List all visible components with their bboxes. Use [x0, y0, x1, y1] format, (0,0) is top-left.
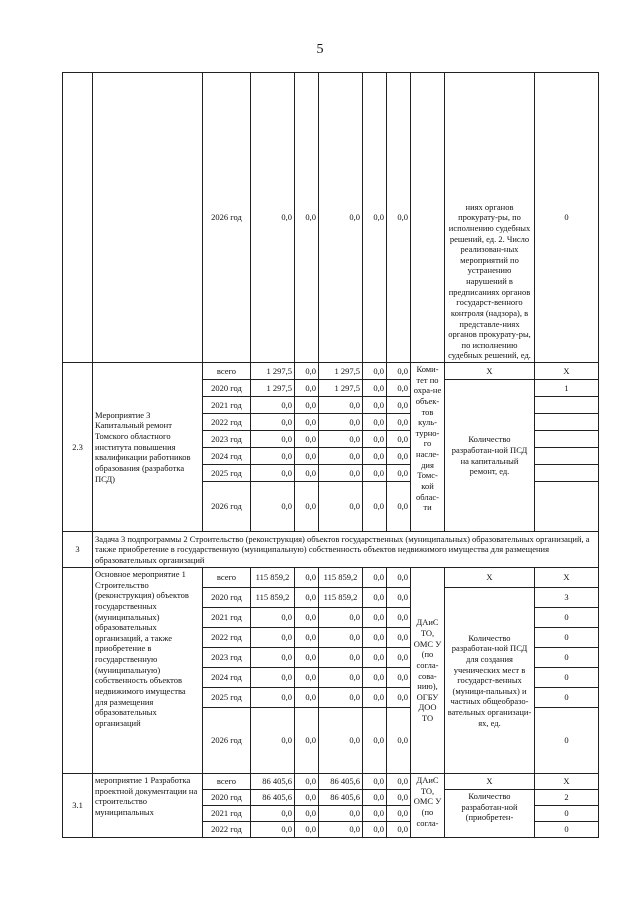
value-cell: 0,0 — [251, 73, 295, 363]
vb-cell: 0,0 — [387, 822, 411, 838]
plan-value: 0 — [535, 708, 599, 774]
year-cell: 2023 год — [203, 431, 251, 448]
vb-cell: 0,0 — [387, 363, 411, 380]
executor-cell: ДАиС ТО, ОМС У (по согла- — [411, 774, 445, 838]
row-number: 2.3 — [63, 363, 93, 532]
year-cell: 2020 год — [203, 380, 251, 397]
ob-cell: 0,0 — [319, 668, 363, 688]
table-row — [63, 73, 599, 363]
vb-cell: 0,0 — [387, 431, 411, 448]
fb-cell: 0,0 — [295, 380, 319, 397]
value-cell: 0,0 — [387, 73, 411, 363]
ob-cell: 0,0 — [319, 708, 363, 774]
year-cell: 2022 год — [203, 414, 251, 431]
ob-cell: 0,0 — [319, 628, 363, 648]
plan-value: X — [535, 568, 599, 588]
vb-cell: 0,0 — [387, 568, 411, 588]
value-cell: 0,0 — [295, 73, 319, 363]
vb-cell: 0,0 — [387, 668, 411, 688]
year-cell: 2022 год — [203, 628, 251, 648]
total-cell: 86 405,6 — [251, 790, 295, 806]
year-cell: 2021 год — [203, 608, 251, 628]
ob-cell: 1 297,5 — [319, 380, 363, 397]
year-cell: 2026 год — [203, 73, 251, 363]
executor-cell: Коми-тет по охра-не объек-тов куль-турно-го насле-дия Томс-кой облас-ти — [411, 363, 445, 532]
plan-value — [535, 414, 599, 431]
indicator-text: Количество разработан-ной ПСД на капитальный ремонт, ед. — [445, 380, 535, 532]
year-cell: 2025 год — [203, 465, 251, 482]
total-cell: 0,0 — [251, 482, 295, 532]
vb-cell: 0,0 — [387, 648, 411, 668]
fb-cell: 0,0 — [295, 482, 319, 532]
plan-value — [535, 482, 599, 532]
indicator-text: Количество разработан-ной ПСД для создания ученических мест в государст-венных (муници-пальных) и частных общеобразо-вательных организаци-ях, ед. — [445, 588, 535, 774]
plan-value: X — [535, 774, 599, 790]
indicator-x: X — [445, 363, 535, 380]
fb-cell: 0,0 — [295, 774, 319, 790]
plan-value: 0 — [535, 608, 599, 628]
mb-cell: 0,0 — [363, 448, 387, 465]
mb-cell: 0,0 — [363, 688, 387, 708]
mb-cell: 0,0 — [363, 822, 387, 838]
vb-cell: 0,0 — [387, 708, 411, 774]
ob-cell: 0,0 — [319, 688, 363, 708]
vb-cell: 0,0 — [387, 448, 411, 465]
plan-value — [535, 448, 599, 465]
plan-value — [535, 397, 599, 414]
ob-cell: 0,0 — [319, 397, 363, 414]
total-cell: 0,0 — [251, 397, 295, 414]
page-number: 5 — [316, 42, 324, 57]
fb-cell: 0,0 — [295, 628, 319, 648]
plan-value: 3 — [535, 588, 599, 608]
ob-cell: 0,0 — [319, 465, 363, 482]
vb-cell: 0,0 — [387, 482, 411, 532]
mb-cell: 0,0 — [363, 397, 387, 414]
plan-value: 0 — [535, 628, 599, 648]
mb-cell: 0,0 — [363, 668, 387, 688]
measure-name: Основное мероприятие 1 Строительство (реконструкция) объектов государственных (муниципальных) образовательных организаций, а также приобретение в государственную (муниципальную) собственность объектов недвижимого имущества для размещения образовательных организаций — [93, 568, 203, 774]
fb-cell: 0,0 — [295, 363, 319, 380]
year-cell: 2021 год — [203, 397, 251, 414]
fb-cell: 0,0 — [295, 708, 319, 774]
fb-cell: 0,0 — [295, 790, 319, 806]
ob-cell: 0,0 — [319, 648, 363, 668]
vb-cell: 0,0 — [387, 806, 411, 822]
mb-cell: 0,0 — [363, 790, 387, 806]
value-cell: 0,0 — [319, 73, 363, 363]
year-cell: 2020 год — [203, 790, 251, 806]
task-number: 3 — [63, 532, 93, 568]
year-cell: 2026 год — [203, 708, 251, 774]
total-cell: 0,0 — [251, 608, 295, 628]
total-cell: 0,0 — [251, 822, 295, 838]
plan-value: 1 — [535, 380, 599, 397]
ob-cell: 0,0 — [319, 431, 363, 448]
fb-cell: 0,0 — [295, 668, 319, 688]
total-cell: 115 859,2 — [251, 588, 295, 608]
vb-cell: 0,0 — [387, 465, 411, 482]
total-cell: 0,0 — [251, 448, 295, 465]
fb-cell: 0,0 — [295, 448, 319, 465]
year-cell: 2025 год — [203, 688, 251, 708]
mb-cell: 0,0 — [363, 431, 387, 448]
mb-cell: 0,0 — [363, 608, 387, 628]
ob-cell: 0,0 — [319, 448, 363, 465]
ob-cell: 115 859,2 — [319, 588, 363, 608]
table-row — [63, 363, 599, 380]
row-number: 3.1 — [63, 774, 93, 838]
total-cell: 115 859,2 — [251, 568, 295, 588]
plan-value — [535, 431, 599, 448]
vb-cell: 0,0 — [387, 397, 411, 414]
year-cell: 2021 год — [203, 806, 251, 822]
fb-cell: 0,0 — [295, 822, 319, 838]
plan-value: 0 — [535, 822, 599, 838]
table-row — [63, 568, 599, 588]
vb-cell: 0,0 — [387, 774, 411, 790]
indicator-text: ниях органов прокурату-ры, по исполнению судебных решений, ед. 2. Число реализован-ных мероприятий по устранению нарушений в предписаниях органов государст-венного контроля (надзора), в представле-ниях органов прокурату-ры, по исполнению судебных решений, ед. — [445, 73, 535, 363]
total-cell: 0,0 — [251, 688, 295, 708]
program-table — [62, 72, 599, 838]
mb-cell: 0,0 — [363, 806, 387, 822]
year-cell: всего — [203, 363, 251, 380]
fb-cell: 0,0 — [295, 465, 319, 482]
total-cell: 0,0 — [251, 465, 295, 482]
year-cell: 2023 год — [203, 648, 251, 668]
fb-cell: 0,0 — [295, 588, 319, 608]
plan-value: 0 — [535, 668, 599, 688]
total-cell: 0,0 — [251, 708, 295, 774]
vb-cell: 0,0 — [387, 608, 411, 628]
ob-cell: 1 297,5 — [319, 363, 363, 380]
indicator-text: Количество разработан-ной (приобретен- — [445, 790, 535, 838]
total-cell: 0,0 — [251, 806, 295, 822]
total-cell: 1 297,5 — [251, 380, 295, 397]
measure-name: мероприятие 1 Разработка проектной документации на строительство муниципальных — [93, 774, 203, 838]
vb-cell: 0,0 — [387, 588, 411, 608]
ob-cell: 0,0 — [319, 414, 363, 431]
total-cell: 0,0 — [251, 414, 295, 431]
total-cell: 0,0 — [251, 668, 295, 688]
plan-value: 0 — [535, 806, 599, 822]
mb-cell: 0,0 — [363, 414, 387, 431]
ob-cell: 0,0 — [319, 482, 363, 532]
indicator-x: X — [445, 774, 535, 790]
vb-cell: 0,0 — [387, 414, 411, 431]
ob-cell: 0,0 — [319, 822, 363, 838]
ob-cell: 86 405,6 — [319, 774, 363, 790]
fb-cell: 0,0 — [295, 806, 319, 822]
fb-cell: 0,0 — [295, 648, 319, 668]
value-cell: 0,0 — [363, 73, 387, 363]
year-cell: 2026 год — [203, 482, 251, 532]
fb-cell: 0,0 — [295, 414, 319, 431]
ob-cell: 115 859,2 — [319, 568, 363, 588]
total-cell: 0,0 — [251, 628, 295, 648]
fb-cell: 0,0 — [295, 688, 319, 708]
year-cell: всего — [203, 568, 251, 588]
year-cell: всего — [203, 774, 251, 790]
ob-cell: 0,0 — [319, 806, 363, 822]
fb-cell: 0,0 — [295, 568, 319, 588]
plan-value: 2 — [535, 790, 599, 806]
indicator-x: X — [445, 568, 535, 588]
mb-cell: 0,0 — [363, 774, 387, 790]
plan-value: 0 — [535, 73, 599, 363]
ob-cell: 86 405,6 — [319, 790, 363, 806]
mb-cell: 0,0 — [363, 648, 387, 668]
total-cell: 86 405,6 — [251, 774, 295, 790]
mb-cell: 0,0 — [363, 588, 387, 608]
mb-cell: 0,0 — [363, 708, 387, 774]
year-cell: 2024 год — [203, 668, 251, 688]
total-cell: 0,0 — [251, 648, 295, 668]
vb-cell: 0,0 — [387, 790, 411, 806]
plan-value: X — [535, 363, 599, 380]
table-row — [63, 532, 599, 568]
mb-cell: 0,0 — [363, 568, 387, 588]
executor-cell: ДАиС ТО, ОМС У (по согла-сова-нию), ОГБУ ДОО ТО — [411, 568, 445, 774]
fb-cell: 0,0 — [295, 608, 319, 628]
mb-cell: 0,0 — [363, 465, 387, 482]
ob-cell: 0,0 — [319, 608, 363, 628]
mb-cell: 0,0 — [363, 380, 387, 397]
plan-value — [535, 465, 599, 482]
measure-name: Мероприятие 3 Капитальный ремонт Томского областного института повышения квалификации работников образования (разработка ПСД) — [93, 363, 203, 532]
plan-value: 0 — [535, 648, 599, 668]
vb-cell: 0,0 — [387, 380, 411, 397]
total-cell: 0,0 — [251, 431, 295, 448]
fb-cell: 0,0 — [295, 431, 319, 448]
fb-cell: 0,0 — [295, 397, 319, 414]
vb-cell: 0,0 — [387, 688, 411, 708]
task-heading: Задача 3 подпрограммы 2 Строительство (реконструкция) объектов государственных (муниципальных) образовательных организаций, а также приобретение в государственную (муниципальную) собственность объектов недвижимого имущества для размещения образовательных организаций — [93, 532, 599, 568]
year-cell: 2020 год — [203, 588, 251, 608]
vb-cell: 0,0 — [387, 628, 411, 648]
mb-cell: 0,0 — [363, 628, 387, 648]
table-row — [63, 774, 599, 790]
year-cell: 2022 год — [203, 822, 251, 838]
year-cell: 2024 год — [203, 448, 251, 465]
mb-cell: 0,0 — [363, 363, 387, 380]
plan-value: 0 — [535, 688, 599, 708]
mb-cell: 0,0 — [363, 482, 387, 532]
total-cell: 1 297,5 — [251, 363, 295, 380]
